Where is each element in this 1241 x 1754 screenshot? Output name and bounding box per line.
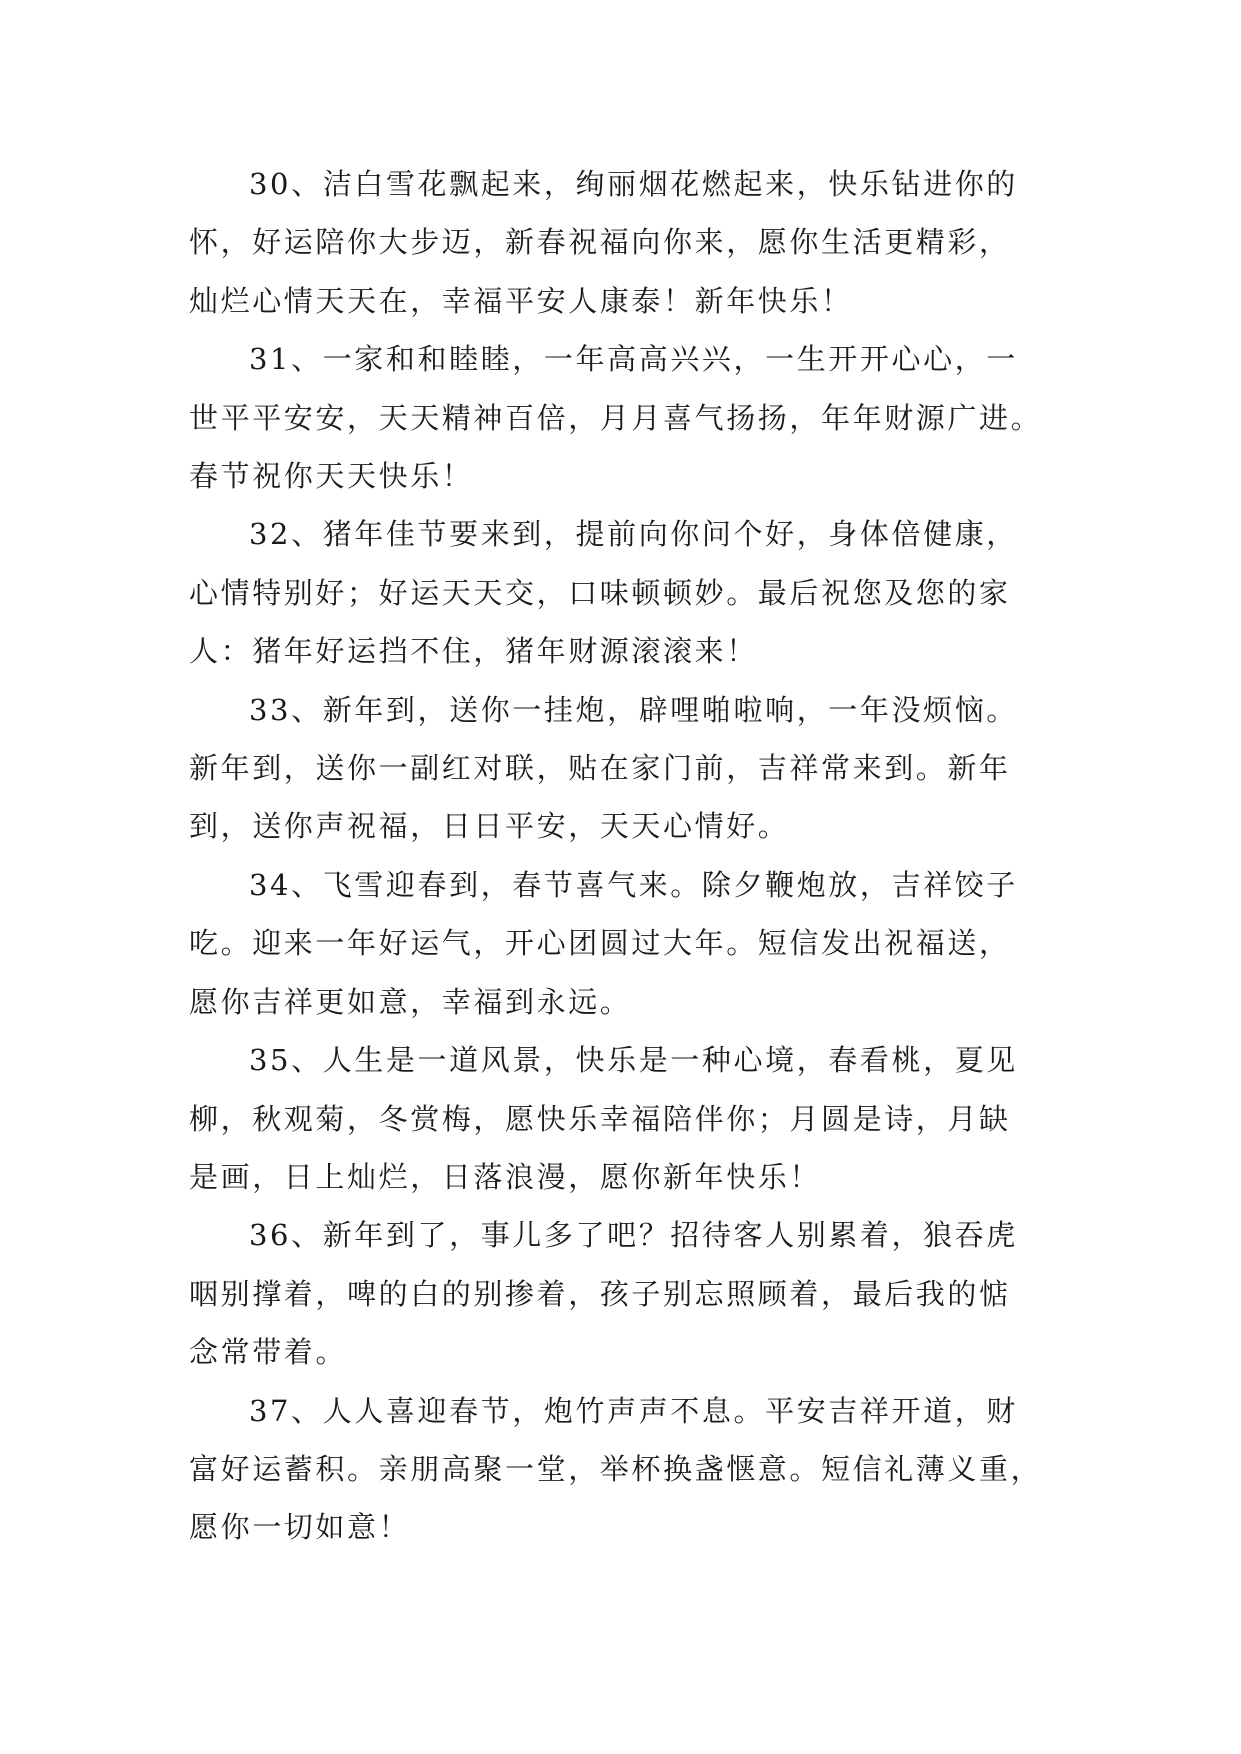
paragraph-line: 31、一家和和睦睦，一年高高兴兴，一生开开心心，一	[249, 342, 1018, 377]
paragraph-line: 心情特别好；好运天天交，口味顿顿妙。最后祝您及您的家	[189, 575, 1011, 610]
paragraph-line: 愿你吉祥更如意，幸福到永远。	[189, 984, 632, 1019]
paragraph-line: 37、人人喜迎春节，炮竹声声不息。平安吉祥开道，财	[249, 1393, 1018, 1428]
greeting-paragraph-34	[189, 856, 1069, 1031]
paragraph-line: 富好运蓄积。亲朋高聚一堂，举杯换盏惬意。短信礼薄义重，	[189, 1451, 1043, 1486]
paragraph-line: 咽别撑着，啤的白的别掺着，孩子别忘照顾着，最后我的惦	[189, 1276, 1011, 1311]
paragraph-line: 35、人生是一道风景，快乐是一种心境，春看桃，夏见	[249, 1043, 1018, 1078]
paragraph-line: 32、猪年佳节要来到，提前向你问个好，身体倍健康，	[249, 517, 1018, 552]
paragraph-line: 吃。迎来一年好运气，开心团圆过大年。短信发出祝福送，	[189, 926, 1011, 961]
paragraph-line: 新年到，送你一副红对联，贴在家门前，吉祥常来到。新年	[189, 751, 1011, 786]
paragraph-line: 怀，好运陪你大步迈，新春祝福向你来，愿你生活更精彩，	[189, 225, 1011, 260]
paragraph-line: 世平平安安，天天精神百倍，月月喜气扬扬，年年财源广进。	[189, 400, 1043, 435]
paragraph-line: 30、洁白雪花飘起来，绚丽烟花燃起来，快乐钻进你的	[249, 167, 1018, 201]
paragraph-line: 念常带着。	[189, 1335, 348, 1370]
paragraph-line: 春节祝你天天快乐！	[189, 459, 474, 494]
paragraph-line: 灿烂心情天天在，幸福平安人康泰！新年快乐！	[189, 283, 853, 318]
paragraph-line: 人：猪年好运挡不住，猪年财源滚滚来！	[189, 634, 758, 669]
greeting-paragraph-33	[189, 681, 1069, 856]
paragraph-line: 愿你一切如意！	[189, 1510, 411, 1545]
paragraph-line: 到，送你声祝福，日日平安，天天心情好。	[189, 809, 790, 844]
paragraph-line: 33、新年到，送你一挂炮，辟哩啪啦响，一年没烦恼。	[249, 692, 1018, 727]
paragraph-line: 柳，秋观菊，冬赏梅，愿快乐幸福陪伴你；月圆是诗，月缺	[189, 1101, 1011, 1136]
paragraph-line: 36、新年到了，事儿多了吧？招待客人别累着，狼吞虎	[249, 1218, 1018, 1253]
greeting-paragraph-31	[189, 330, 1069, 505]
greeting-paragraph-30	[189, 155, 1069, 330]
paragraph-line: 34、飞雪迎春到，春节喜气来。除夕鞭炮放，吉祥饺子	[249, 867, 1018, 902]
document-body	[189, 155, 1069, 1557]
greeting-paragraph-36	[189, 1206, 1069, 1381]
greeting-paragraph-37	[189, 1382, 1069, 1557]
greeting-paragraph-35	[189, 1031, 1069, 1206]
paragraph-line: 是画，日上灿烂，日落浪漫，愿你新年快乐！	[189, 1159, 822, 1194]
greeting-paragraph-32	[189, 505, 1069, 680]
